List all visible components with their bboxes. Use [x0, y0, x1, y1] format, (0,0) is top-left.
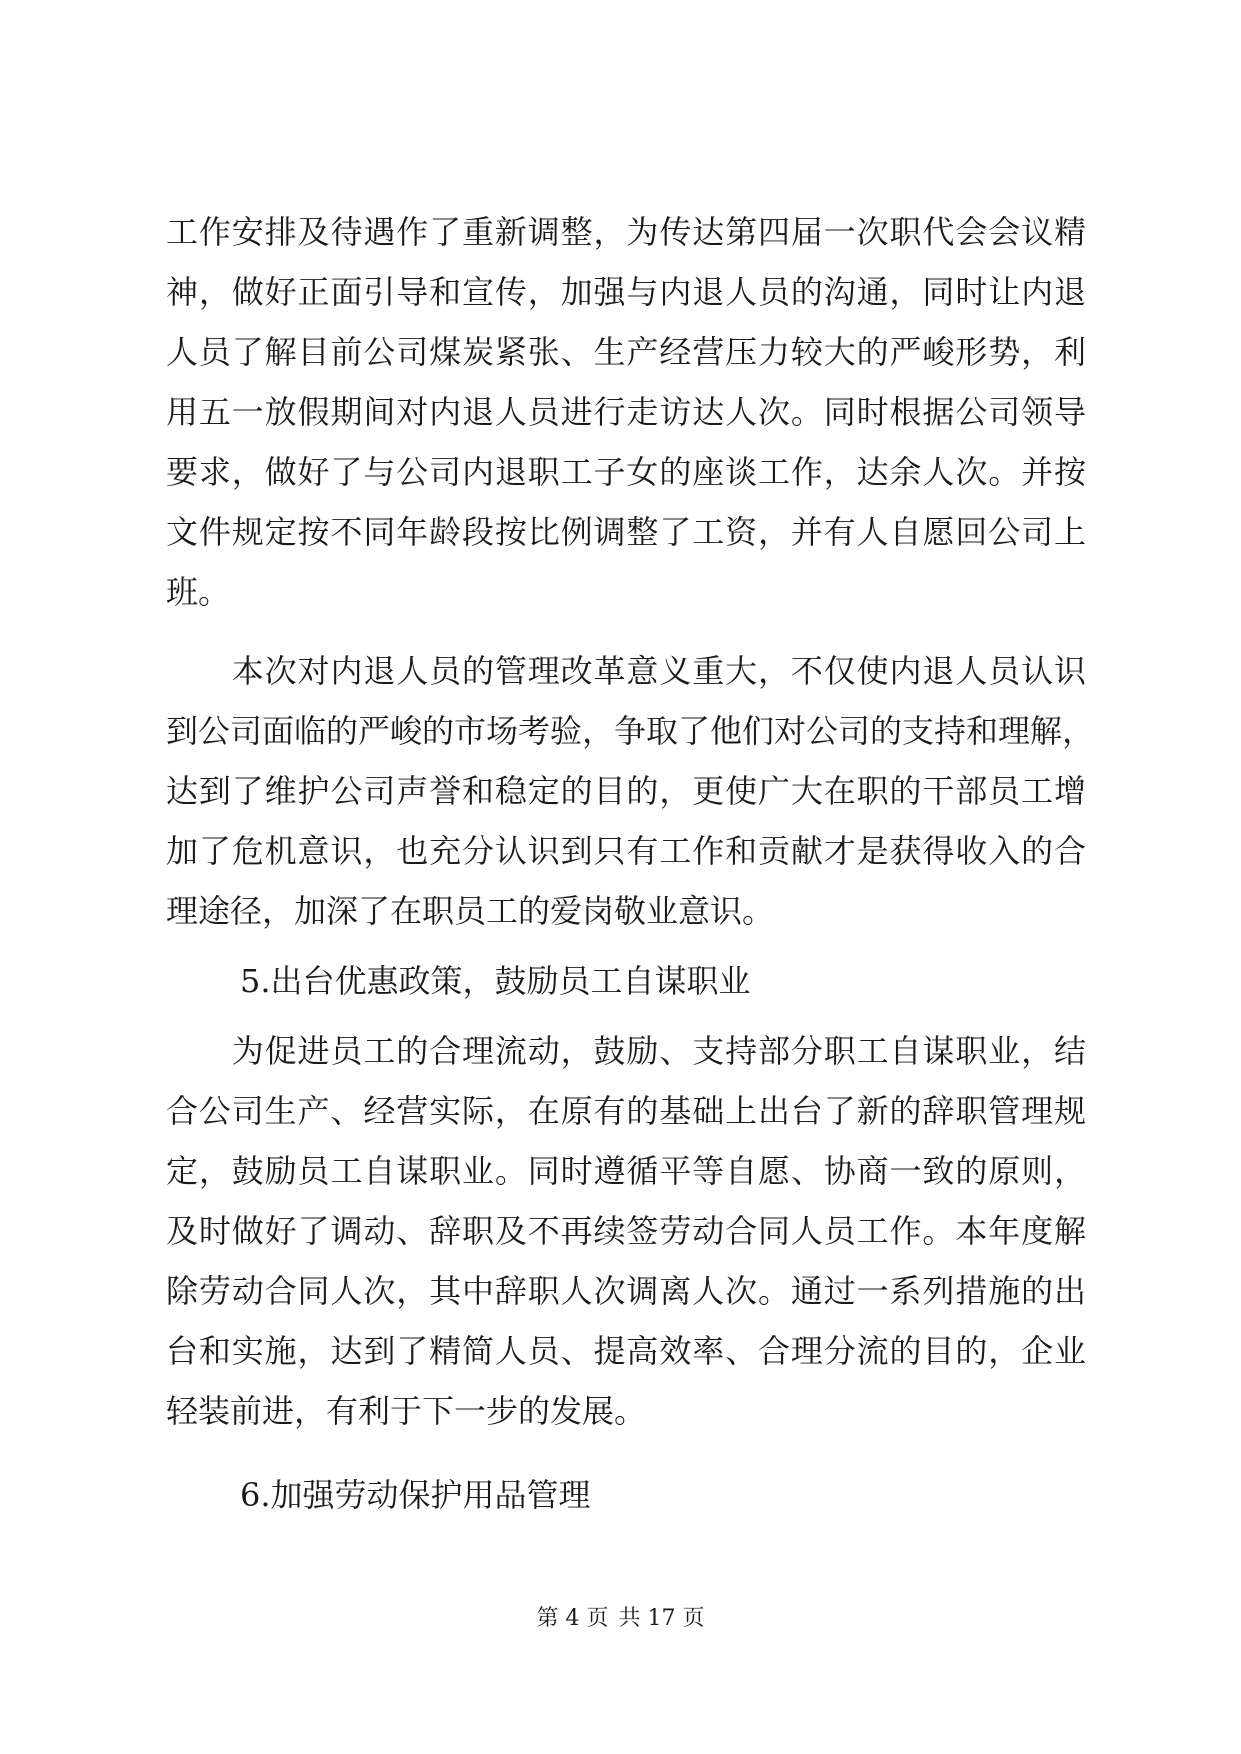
body-line: 神，做好正面引导和宣传，加强与内退人员的沟通，同时让内退 [166, 273, 1086, 311]
body-line: 班。 [166, 573, 231, 611]
body-line: 工作安排及待遇作了重新调整，为传达第四届一次职代会会议精 [166, 213, 1086, 251]
body-line: 人员了解目前公司煤炭紧张、生产经营压力较大的严峻形势，利 [166, 333, 1086, 371]
body-line: 理途径，加深了在职员工的爱岗敬业意识。 [166, 892, 775, 930]
page-footer [0, 1604, 1241, 1634]
body-line: 为促进员工的合理流动，鼓励、支持部分职工自谋职业，结 [166, 1032, 1086, 1070]
body-line: 文件规定按不同年龄段按比例调整了工资，并有人自愿回公司上 [166, 513, 1086, 551]
body-line: 轻装前进，有利于下一步的发展。 [166, 1392, 647, 1430]
body-line: 用五一放假期间对内退人员进行走访达人次。同时根据公司领导 [166, 393, 1086, 431]
body-line: 定，鼓励员工自谋职业。同时遵循平等自愿、协商一致的原则， [166, 1152, 1086, 1190]
body-line: 达到了维护公司声誉和稳定的目的，更使广大在职的干部员工增 [166, 772, 1086, 810]
body-line: 除劳动合同人次，其中辞职人次调离人次。通过一系列措施的出 [166, 1272, 1086, 1310]
body-line: 要求，做好了与公司内退职工子女的座谈工作，达余人次。并按 [166, 453, 1086, 491]
body-line: 加了危机意识，也充分认识到只有工作和贡献才是获得收入的合 [166, 832, 1086, 870]
section-heading: 6.加强劳动保护用品管理 [240, 1476, 591, 1514]
section-heading: 5.出台优惠政策，鼓励员工自谋职业 [240, 962, 751, 1000]
body-line: 本次对内退人员的管理改革意义重大，不仅使内退人员认识 [166, 652, 1086, 690]
page-total: 共 17 页 [618, 1606, 705, 1631]
body-line: 合公司生产、经营实际，在原有的基础上出台了新的辞职管理规 [166, 1092, 1086, 1130]
body-line: 台和实施，达到了精简人员、提高效率、合理分流的目的，企业 [166, 1332, 1086, 1370]
page-number: 第 4 页 [536, 1606, 609, 1631]
body-line: 及时做好了调动、辞职及不再续签劳动合同人员工作。本年度解 [166, 1212, 1086, 1250]
body-line: 到公司面临的严峻的市场考验，争取了他们对公司的支持和理解， [166, 712, 1095, 750]
